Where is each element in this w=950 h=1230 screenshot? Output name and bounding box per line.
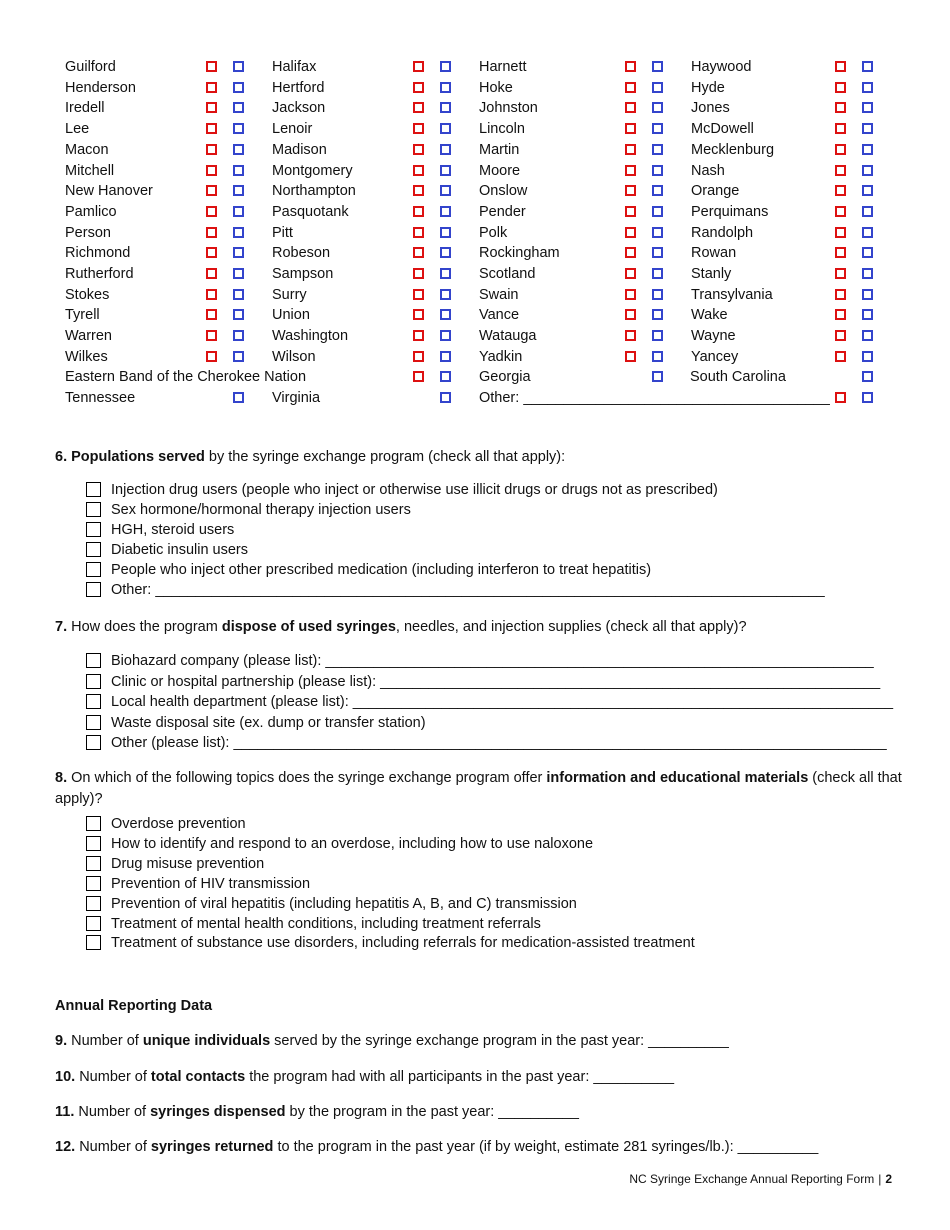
red-checkbox[interactable] bbox=[625, 351, 636, 362]
red-checkbox[interactable] bbox=[835, 82, 846, 93]
county-name: Madison bbox=[272, 141, 327, 158]
county-name: Haywood bbox=[691, 59, 752, 75]
county-name: Nash bbox=[691, 162, 725, 179]
county-name: Macon bbox=[65, 141, 109, 158]
checkbox[interactable] bbox=[86, 816, 101, 831]
blue-checkbox[interactable] bbox=[440, 82, 451, 93]
blue-checkbox[interactable] bbox=[862, 165, 873, 176]
county-name: Martin bbox=[479, 141, 520, 158]
red-checkbox[interactable] bbox=[835, 351, 846, 362]
checkbox[interactable] bbox=[86, 836, 101, 851]
checkbox[interactable] bbox=[86, 935, 101, 950]
question-text: the program had with all participants in the past year: __________ bbox=[245, 1069, 675, 1085]
question-emphasis: unique individuals bbox=[142, 1033, 271, 1049]
question-text: by the program in the past year: __________ bbox=[285, 1104, 579, 1120]
county-name: Stanly bbox=[691, 266, 732, 282]
question-7 bbox=[55, 617, 747, 638]
county-name: Lee bbox=[65, 121, 90, 138]
county-name: Pitt bbox=[272, 224, 293, 241]
question-number: 9. bbox=[55, 1033, 68, 1049]
red-checkbox[interactable] bbox=[625, 61, 636, 72]
county-name: Pamlico bbox=[65, 203, 117, 220]
blue-checkbox[interactable] bbox=[652, 102, 663, 113]
option-label: Other: ___________________________________________________________________________________ bbox=[111, 581, 825, 598]
blue-checkbox[interactable] bbox=[233, 309, 244, 320]
checkbox[interactable] bbox=[86, 653, 101, 668]
blue-checkbox[interactable] bbox=[862, 351, 873, 362]
red-checkbox[interactable] bbox=[625, 289, 636, 300]
blue-checkbox[interactable] bbox=[233, 206, 244, 217]
red-checkbox[interactable] bbox=[625, 330, 636, 341]
red-checkbox[interactable] bbox=[625, 185, 636, 196]
county-name: Person bbox=[65, 224, 111, 241]
footer-separator: | bbox=[878, 1172, 882, 1186]
question-number: 7. bbox=[55, 619, 68, 635]
question-number: 8. bbox=[55, 770, 68, 786]
question-6 bbox=[55, 447, 565, 468]
blue-checkbox[interactable] bbox=[862, 371, 873, 382]
red-checkbox[interactable] bbox=[413, 351, 424, 362]
red-checkbox[interactable] bbox=[206, 61, 217, 72]
red-checkbox[interactable] bbox=[835, 392, 846, 403]
red-checkbox[interactable] bbox=[206, 206, 217, 217]
question-number: 6. bbox=[55, 449, 68, 465]
red-checkbox[interactable] bbox=[413, 371, 424, 382]
county-name: Jones bbox=[691, 100, 730, 117]
county-name: Pender bbox=[479, 203, 526, 220]
red-checkbox[interactable] bbox=[625, 165, 636, 176]
question-number: 10. bbox=[55, 1069, 76, 1085]
county-name: Watauga bbox=[479, 328, 537, 345]
checkbox[interactable] bbox=[86, 582, 101, 597]
red-checkbox[interactable] bbox=[413, 82, 424, 93]
red-checkbox[interactable] bbox=[835, 61, 846, 72]
checkbox[interactable] bbox=[86, 482, 101, 497]
blue-checkbox[interactable] bbox=[440, 165, 451, 176]
option-label: Clinic or hospital partnership (please list): ______________________________________________________________ bbox=[111, 673, 881, 690]
red-checkbox[interactable] bbox=[413, 144, 424, 155]
question-text: On which of the following topics does the syringe exchange program offer bbox=[67, 770, 547, 786]
county-name: Polk bbox=[479, 224, 508, 241]
county-name: Hertford bbox=[272, 79, 325, 96]
blue-checkbox[interactable] bbox=[652, 144, 663, 155]
county-name: Northampton bbox=[272, 183, 356, 200]
county-name: Pasquotank bbox=[272, 203, 349, 220]
blue-checkbox[interactable] bbox=[233, 247, 244, 258]
question-emphasis: syringes dispensed bbox=[150, 1104, 286, 1120]
county-name: Washington bbox=[272, 328, 349, 345]
question-emphasis: syringes returned bbox=[150, 1139, 274, 1155]
question-12[interactable] bbox=[55, 1137, 818, 1158]
county-name: Harnett bbox=[479, 59, 527, 75]
red-checkbox[interactable] bbox=[206, 247, 217, 258]
blue-checkbox[interactable] bbox=[862, 61, 873, 72]
county-name: Warren bbox=[65, 328, 112, 345]
red-checkbox[interactable] bbox=[835, 227, 846, 238]
blue-checkbox[interactable] bbox=[862, 330, 873, 341]
question-text: , needles, and injection supplies (check all that apply)? bbox=[395, 619, 747, 635]
checkbox[interactable] bbox=[86, 856, 101, 871]
county-name: Swain bbox=[479, 286, 519, 303]
option-label: Waste disposal site (ex. dump or transfer station) bbox=[111, 714, 426, 731]
blue-checkbox[interactable] bbox=[652, 165, 663, 176]
blue-checkbox[interactable] bbox=[440, 351, 451, 362]
checkbox[interactable] bbox=[86, 694, 101, 709]
county-name: Eastern Band of the Cherokee Nation bbox=[65, 369, 307, 385]
option-label: Treatment of mental health conditions, including treatment referrals bbox=[111, 915, 541, 932]
option-label: Other (please list): _________________________________________________________________________________ bbox=[111, 735, 887, 752]
blue-checkbox[interactable] bbox=[440, 289, 451, 300]
question-number: 12. bbox=[55, 1139, 76, 1155]
blue-checkbox[interactable] bbox=[652, 371, 663, 382]
blue-checkbox[interactable] bbox=[652, 185, 663, 196]
blue-checkbox[interactable] bbox=[440, 123, 451, 134]
option-label: How to identify and respond to an overdose, including how to use naloxone bbox=[111, 835, 594, 852]
red-checkbox[interactable] bbox=[206, 82, 217, 93]
county-name: Surry bbox=[272, 286, 307, 303]
blue-checkbox[interactable] bbox=[440, 61, 451, 72]
red-checkbox[interactable] bbox=[206, 102, 217, 113]
red-checkbox[interactable] bbox=[835, 330, 846, 341]
blue-checkbox[interactable] bbox=[652, 247, 663, 258]
question-emphasis: information and educational materials bbox=[546, 770, 809, 786]
blue-checkbox[interactable] bbox=[233, 227, 244, 238]
red-checkbox[interactable] bbox=[413, 185, 424, 196]
red-checkbox[interactable] bbox=[206, 330, 217, 341]
county-name: Halifax bbox=[272, 59, 317, 75]
option-label: HGH, steroid users bbox=[111, 521, 235, 538]
blue-checkbox[interactable] bbox=[862, 392, 873, 403]
blue-checkbox[interactable] bbox=[862, 289, 873, 300]
blue-checkbox[interactable] bbox=[233, 330, 244, 341]
red-checkbox[interactable] bbox=[625, 144, 636, 155]
checkbox[interactable] bbox=[86, 562, 101, 577]
blue-checkbox[interactable] bbox=[233, 123, 244, 134]
red-checkbox[interactable] bbox=[625, 247, 636, 258]
question-text: to the program in the past year (if by weight, estimate 281 syringes/lb.): __________ bbox=[273, 1139, 819, 1155]
county-name: Scotland bbox=[479, 266, 536, 282]
red-checkbox[interactable] bbox=[206, 144, 217, 155]
checkbox[interactable] bbox=[86, 522, 101, 537]
county-name: Mecklenburg bbox=[691, 141, 775, 158]
county-name: Wake bbox=[691, 307, 728, 324]
question-text: Number of bbox=[75, 1069, 151, 1085]
checkbox[interactable] bbox=[86, 715, 101, 730]
red-checkbox[interactable] bbox=[835, 123, 846, 134]
question-text: Number of bbox=[74, 1104, 151, 1120]
blue-checkbox[interactable] bbox=[233, 289, 244, 300]
red-checkbox[interactable] bbox=[625, 268, 636, 279]
blue-checkbox[interactable] bbox=[862, 185, 873, 196]
blue-checkbox[interactable] bbox=[233, 61, 244, 72]
red-checkbox[interactable] bbox=[413, 123, 424, 134]
county-name: Wilkes bbox=[65, 348, 108, 365]
blue-checkbox[interactable] bbox=[652, 82, 663, 93]
county-name: Yadkin bbox=[479, 348, 523, 365]
blue-checkbox[interactable] bbox=[440, 185, 451, 196]
blue-checkbox[interactable] bbox=[862, 247, 873, 258]
county-name: Hyde bbox=[691, 79, 725, 96]
county-name: Onslow bbox=[479, 183, 528, 200]
red-checkbox[interactable] bbox=[206, 165, 217, 176]
red-checkbox[interactable] bbox=[413, 102, 424, 113]
red-checkbox[interactable] bbox=[413, 309, 424, 320]
checkbox[interactable] bbox=[86, 674, 101, 689]
option-label: Prevention of HIV transmission bbox=[111, 875, 311, 892]
blue-checkbox[interactable] bbox=[233, 165, 244, 176]
blue-checkbox[interactable] bbox=[862, 227, 873, 238]
county-name: Hoke bbox=[479, 79, 513, 96]
blue-checkbox[interactable] bbox=[233, 102, 244, 113]
county-name: Rowan bbox=[691, 245, 737, 262]
other-state-field[interactable]: Other: ______________________________________ bbox=[479, 390, 830, 406]
blue-checkbox[interactable] bbox=[862, 206, 873, 217]
county-name: Montgomery bbox=[272, 162, 353, 179]
blue-checkbox[interactable] bbox=[233, 351, 244, 362]
checkbox[interactable] bbox=[86, 896, 101, 911]
county-name: Transylvania bbox=[691, 286, 773, 303]
blue-checkbox[interactable] bbox=[652, 289, 663, 300]
blue-checkbox[interactable] bbox=[440, 227, 451, 238]
question-text: How does the program bbox=[67, 619, 222, 635]
red-checkbox[interactable] bbox=[835, 206, 846, 217]
county-name: Rockingham bbox=[479, 245, 560, 262]
checkbox[interactable] bbox=[86, 502, 101, 517]
county-name: Sampson bbox=[272, 266, 334, 282]
red-checkbox[interactable] bbox=[625, 206, 636, 217]
red-checkbox[interactable] bbox=[625, 123, 636, 134]
blue-checkbox[interactable] bbox=[440, 102, 451, 113]
red-checkbox[interactable] bbox=[835, 185, 846, 196]
question-emphasis: dispose of used syringes bbox=[221, 619, 396, 635]
blue-checkbox[interactable] bbox=[652, 227, 663, 238]
option-label: Diabetic insulin users bbox=[111, 541, 249, 558]
red-checkbox[interactable] bbox=[835, 268, 846, 279]
county-name: Union bbox=[272, 307, 310, 324]
county-name: Randolph bbox=[691, 224, 754, 241]
option-label: Local health department (please list): ___________________________________________________________________ bbox=[111, 694, 894, 711]
county-name: Lenoir bbox=[272, 121, 313, 138]
red-checkbox[interactable] bbox=[835, 309, 846, 320]
question-emphasis: Populations served bbox=[71, 449, 205, 465]
blue-checkbox[interactable] bbox=[440, 371, 451, 382]
red-checkbox[interactable] bbox=[206, 289, 217, 300]
option-label: Prevention of viral hepatitis (including hepatitis A, B, and C) transmission bbox=[111, 895, 577, 912]
red-checkbox[interactable] bbox=[413, 165, 424, 176]
red-checkbox[interactable] bbox=[835, 289, 846, 300]
question-text: served by the syringe exchange program in the past year: __________ bbox=[270, 1033, 729, 1049]
blue-checkbox[interactable] bbox=[652, 330, 663, 341]
county-name: Moore bbox=[479, 162, 521, 179]
option-label: Biohazard company (please list): ____________________________________________________________________ bbox=[111, 653, 874, 669]
question-text: Number of bbox=[75, 1139, 151, 1155]
red-checkbox[interactable] bbox=[206, 309, 217, 320]
blue-checkbox[interactable] bbox=[862, 123, 873, 134]
county-name: Mitchell bbox=[65, 162, 115, 179]
checkbox[interactable] bbox=[86, 542, 101, 557]
county-name: Johnston bbox=[479, 100, 538, 117]
blue-checkbox[interactable] bbox=[440, 330, 451, 341]
blue-checkbox[interactable] bbox=[652, 351, 663, 362]
blue-checkbox[interactable] bbox=[233, 82, 244, 93]
question-9[interactable] bbox=[55, 1031, 729, 1052]
county-name: New Hanover bbox=[65, 183, 153, 200]
blue-checkbox[interactable] bbox=[233, 144, 244, 155]
county-name: Stokes bbox=[65, 286, 110, 303]
question-number: 11. bbox=[55, 1104, 75, 1120]
county-name: Perquimans bbox=[691, 203, 769, 220]
blue-checkbox[interactable] bbox=[440, 206, 451, 217]
page-footer bbox=[629, 1173, 892, 1185]
state-name: South Carolina bbox=[690, 369, 786, 385]
red-checkbox[interactable] bbox=[413, 330, 424, 341]
red-checkbox[interactable] bbox=[835, 247, 846, 258]
checkbox[interactable] bbox=[86, 735, 101, 750]
county-name: Robeson bbox=[272, 245, 331, 262]
state-name: Virginia bbox=[272, 390, 321, 406]
blue-checkbox[interactable] bbox=[440, 247, 451, 258]
question-10[interactable] bbox=[55, 1067, 674, 1088]
option-label: Overdose prevention bbox=[111, 816, 246, 832]
option-label: Treatment of substance use disorders, including referrals for medication-assisted treatment bbox=[111, 935, 695, 952]
option-label: Drug misuse prevention bbox=[111, 855, 265, 872]
blue-checkbox[interactable] bbox=[652, 61, 663, 72]
blue-checkbox[interactable] bbox=[440, 392, 451, 403]
blue-checkbox[interactable] bbox=[440, 268, 451, 279]
county-name: Rutherford bbox=[65, 266, 134, 282]
section-heading: Annual Reporting Data bbox=[55, 998, 213, 1014]
blue-checkbox[interactable] bbox=[862, 268, 873, 279]
blue-checkbox[interactable] bbox=[652, 206, 663, 217]
page-number: 2 bbox=[885, 1172, 892, 1186]
option-label: Injection drug users (people who inject or otherwise use illicit drugs or drugs not as prescribed) bbox=[111, 482, 718, 498]
county-name: Wayne bbox=[691, 328, 736, 345]
red-checkbox[interactable] bbox=[625, 227, 636, 238]
question-emphasis: total contacts bbox=[150, 1069, 246, 1085]
county-name: Vance bbox=[479, 307, 520, 324]
question-text: Number of bbox=[67, 1033, 143, 1049]
red-checkbox[interactable] bbox=[413, 227, 424, 238]
red-checkbox[interactable] bbox=[413, 268, 424, 279]
county-name: Henderson bbox=[65, 79, 136, 96]
question-text: (check all that apply)? bbox=[55, 770, 902, 807]
footer-title: NC Syringe Exchange Annual Reporting Form bbox=[629, 1172, 875, 1186]
blue-checkbox[interactable] bbox=[862, 144, 873, 155]
county-name: Tyrell bbox=[65, 307, 100, 324]
red-checkbox[interactable] bbox=[206, 227, 217, 238]
question-11[interactable] bbox=[55, 1102, 579, 1123]
red-checkbox[interactable] bbox=[413, 61, 424, 72]
red-checkbox[interactable] bbox=[625, 309, 636, 320]
checkbox[interactable] bbox=[86, 876, 101, 891]
blue-checkbox[interactable] bbox=[652, 123, 663, 134]
county-name: Yancey bbox=[691, 348, 739, 365]
red-checkbox[interactable] bbox=[835, 144, 846, 155]
county-name: Orange bbox=[691, 183, 740, 200]
checkbox[interactable] bbox=[86, 916, 101, 931]
red-checkbox[interactable] bbox=[206, 185, 217, 196]
county-name: Guilford bbox=[65, 59, 116, 75]
blue-checkbox[interactable] bbox=[862, 309, 873, 320]
county-name: Lincoln bbox=[479, 121, 525, 138]
red-checkbox[interactable] bbox=[625, 82, 636, 93]
question-8 bbox=[55, 768, 925, 810]
state-name: Georgia bbox=[479, 369, 531, 385]
red-checkbox[interactable] bbox=[206, 123, 217, 134]
blue-checkbox[interactable] bbox=[440, 309, 451, 320]
red-checkbox[interactable] bbox=[413, 247, 424, 258]
blue-checkbox[interactable] bbox=[862, 82, 873, 93]
county-name: Iredell bbox=[65, 100, 105, 117]
red-checkbox[interactable] bbox=[835, 165, 846, 176]
red-checkbox[interactable] bbox=[625, 102, 636, 113]
red-checkbox[interactable] bbox=[206, 268, 217, 279]
blue-checkbox[interactable] bbox=[233, 392, 244, 403]
county-name: Jackson bbox=[272, 100, 326, 117]
question-text: by the syringe exchange program (check all that apply): bbox=[204, 449, 566, 465]
red-checkbox[interactable] bbox=[835, 102, 846, 113]
red-checkbox[interactable] bbox=[413, 206, 424, 217]
blue-checkbox[interactable] bbox=[652, 309, 663, 320]
blue-checkbox[interactable] bbox=[440, 144, 451, 155]
blue-checkbox[interactable] bbox=[233, 185, 244, 196]
red-checkbox[interactable] bbox=[413, 289, 424, 300]
blue-checkbox[interactable] bbox=[862, 102, 873, 113]
county-name: McDowell bbox=[691, 121, 754, 138]
red-checkbox[interactable] bbox=[206, 351, 217, 362]
state-name: Tennessee bbox=[65, 390, 136, 406]
blue-checkbox[interactable] bbox=[652, 268, 663, 279]
option-label: Sex hormone/hormonal therapy injection users bbox=[111, 501, 411, 518]
county-name: Wilson bbox=[272, 348, 316, 365]
county-name: Richmond bbox=[65, 245, 131, 262]
option-label: People who inject other prescribed medication (including interferon to treat hepatitis) bbox=[111, 561, 652, 578]
blue-checkbox[interactable] bbox=[233, 268, 244, 279]
